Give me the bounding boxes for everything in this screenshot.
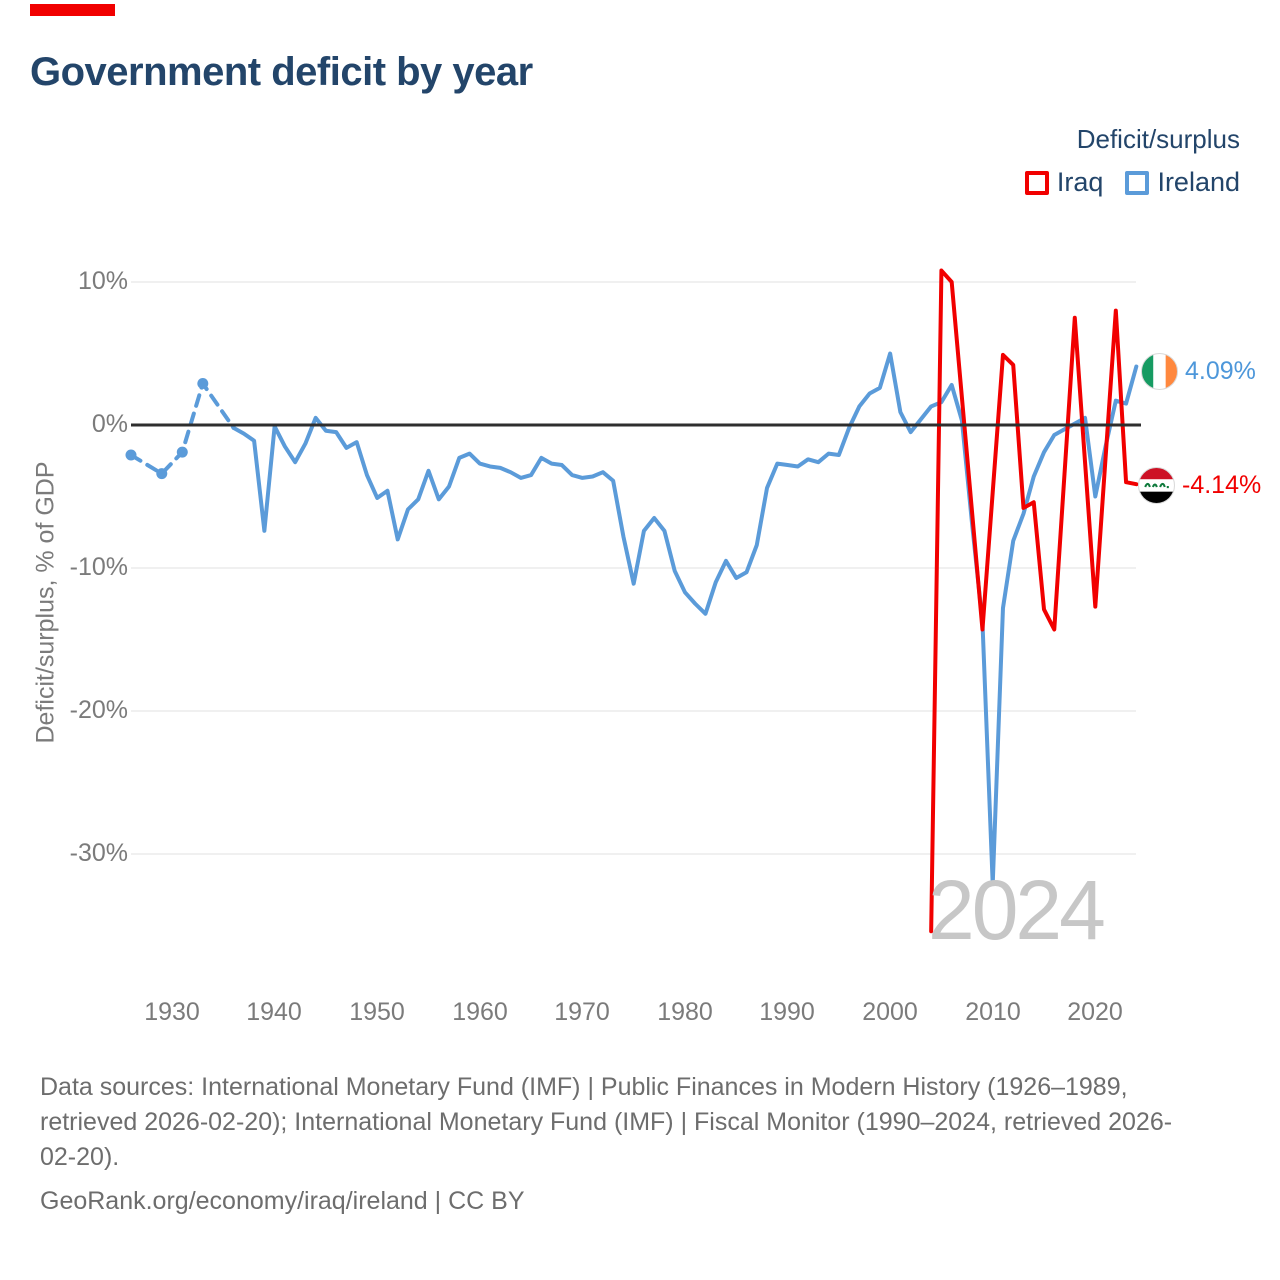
legend-title: Deficit/surplus [1076,124,1240,154]
x-tick-1960: 1960 [452,998,508,1026]
legend-label-ireland: Ireland [1157,167,1240,197]
x-tick-1980: 1980 [657,998,713,1026]
y-tick-10: 10% [77,267,128,295]
y-tick-neg10: -10% [69,553,128,581]
legend-label-iraq: Iraq [1056,167,1104,197]
ireland-end-value: 4.09% [1185,357,1256,385]
iraq-end-value: -4.14% [1182,471,1262,499]
x-tick-1970: 1970 [554,998,610,1026]
ireland-end-annotation [1141,353,1256,390]
iraq-series-line[interactable] [931,271,1136,932]
ireland-series-dashed[interactable] [131,384,234,474]
page-title: Government deficit by year [30,50,533,94]
y-tick-neg20: -20% [69,696,128,724]
iraq-flag-icon [1138,467,1175,504]
x-tick-2020: 2020 [1067,998,1123,1026]
y-tick-neg30: -30% [69,839,128,867]
data-sources-line-1: Data sources: International Monetary Fund (IMF) | Public Finances in Modern History (1926–1989, [40,1073,1128,1101]
ireland-data-point-marker[interactable] [156,468,167,479]
y-tick-0: 0% [91,410,128,438]
ireland-data-point-marker[interactable] [177,447,188,458]
x-tick-1950: 1950 [349,998,405,1026]
year-watermark: 2024 [928,863,1103,957]
x-tick-2000: 2000 [862,998,918,1026]
ireland-series-line[interactable] [234,354,1137,885]
data-sources-line-3: 02-20). [40,1143,120,1171]
data-sources-line-2: retrieved 2026-02-20); International Monetary Fund (IMF) | Fiscal Monitor (1990–2024, retrieved 2026- [40,1108,1173,1136]
x-tick-1940: 1940 [246,998,302,1026]
iraq-end-annotation [1138,467,1261,504]
y-axis-title: Deficit/surplus, % of GDP [31,461,60,744]
georank-credit-line: GeoRank.org/economy/iraq/ireland | CC BY [40,1187,525,1215]
footer [40,1070,1172,1219]
ireland-data-point-marker[interactable] [126,450,137,461]
ireland-flag-icon [1141,353,1178,390]
x-tick-2010: 2010 [965,998,1021,1026]
ireland-data-point-marker[interactable] [197,378,208,389]
x-tick-1990: 1990 [759,998,815,1026]
x-tick-1930: 1930 [144,998,200,1026]
